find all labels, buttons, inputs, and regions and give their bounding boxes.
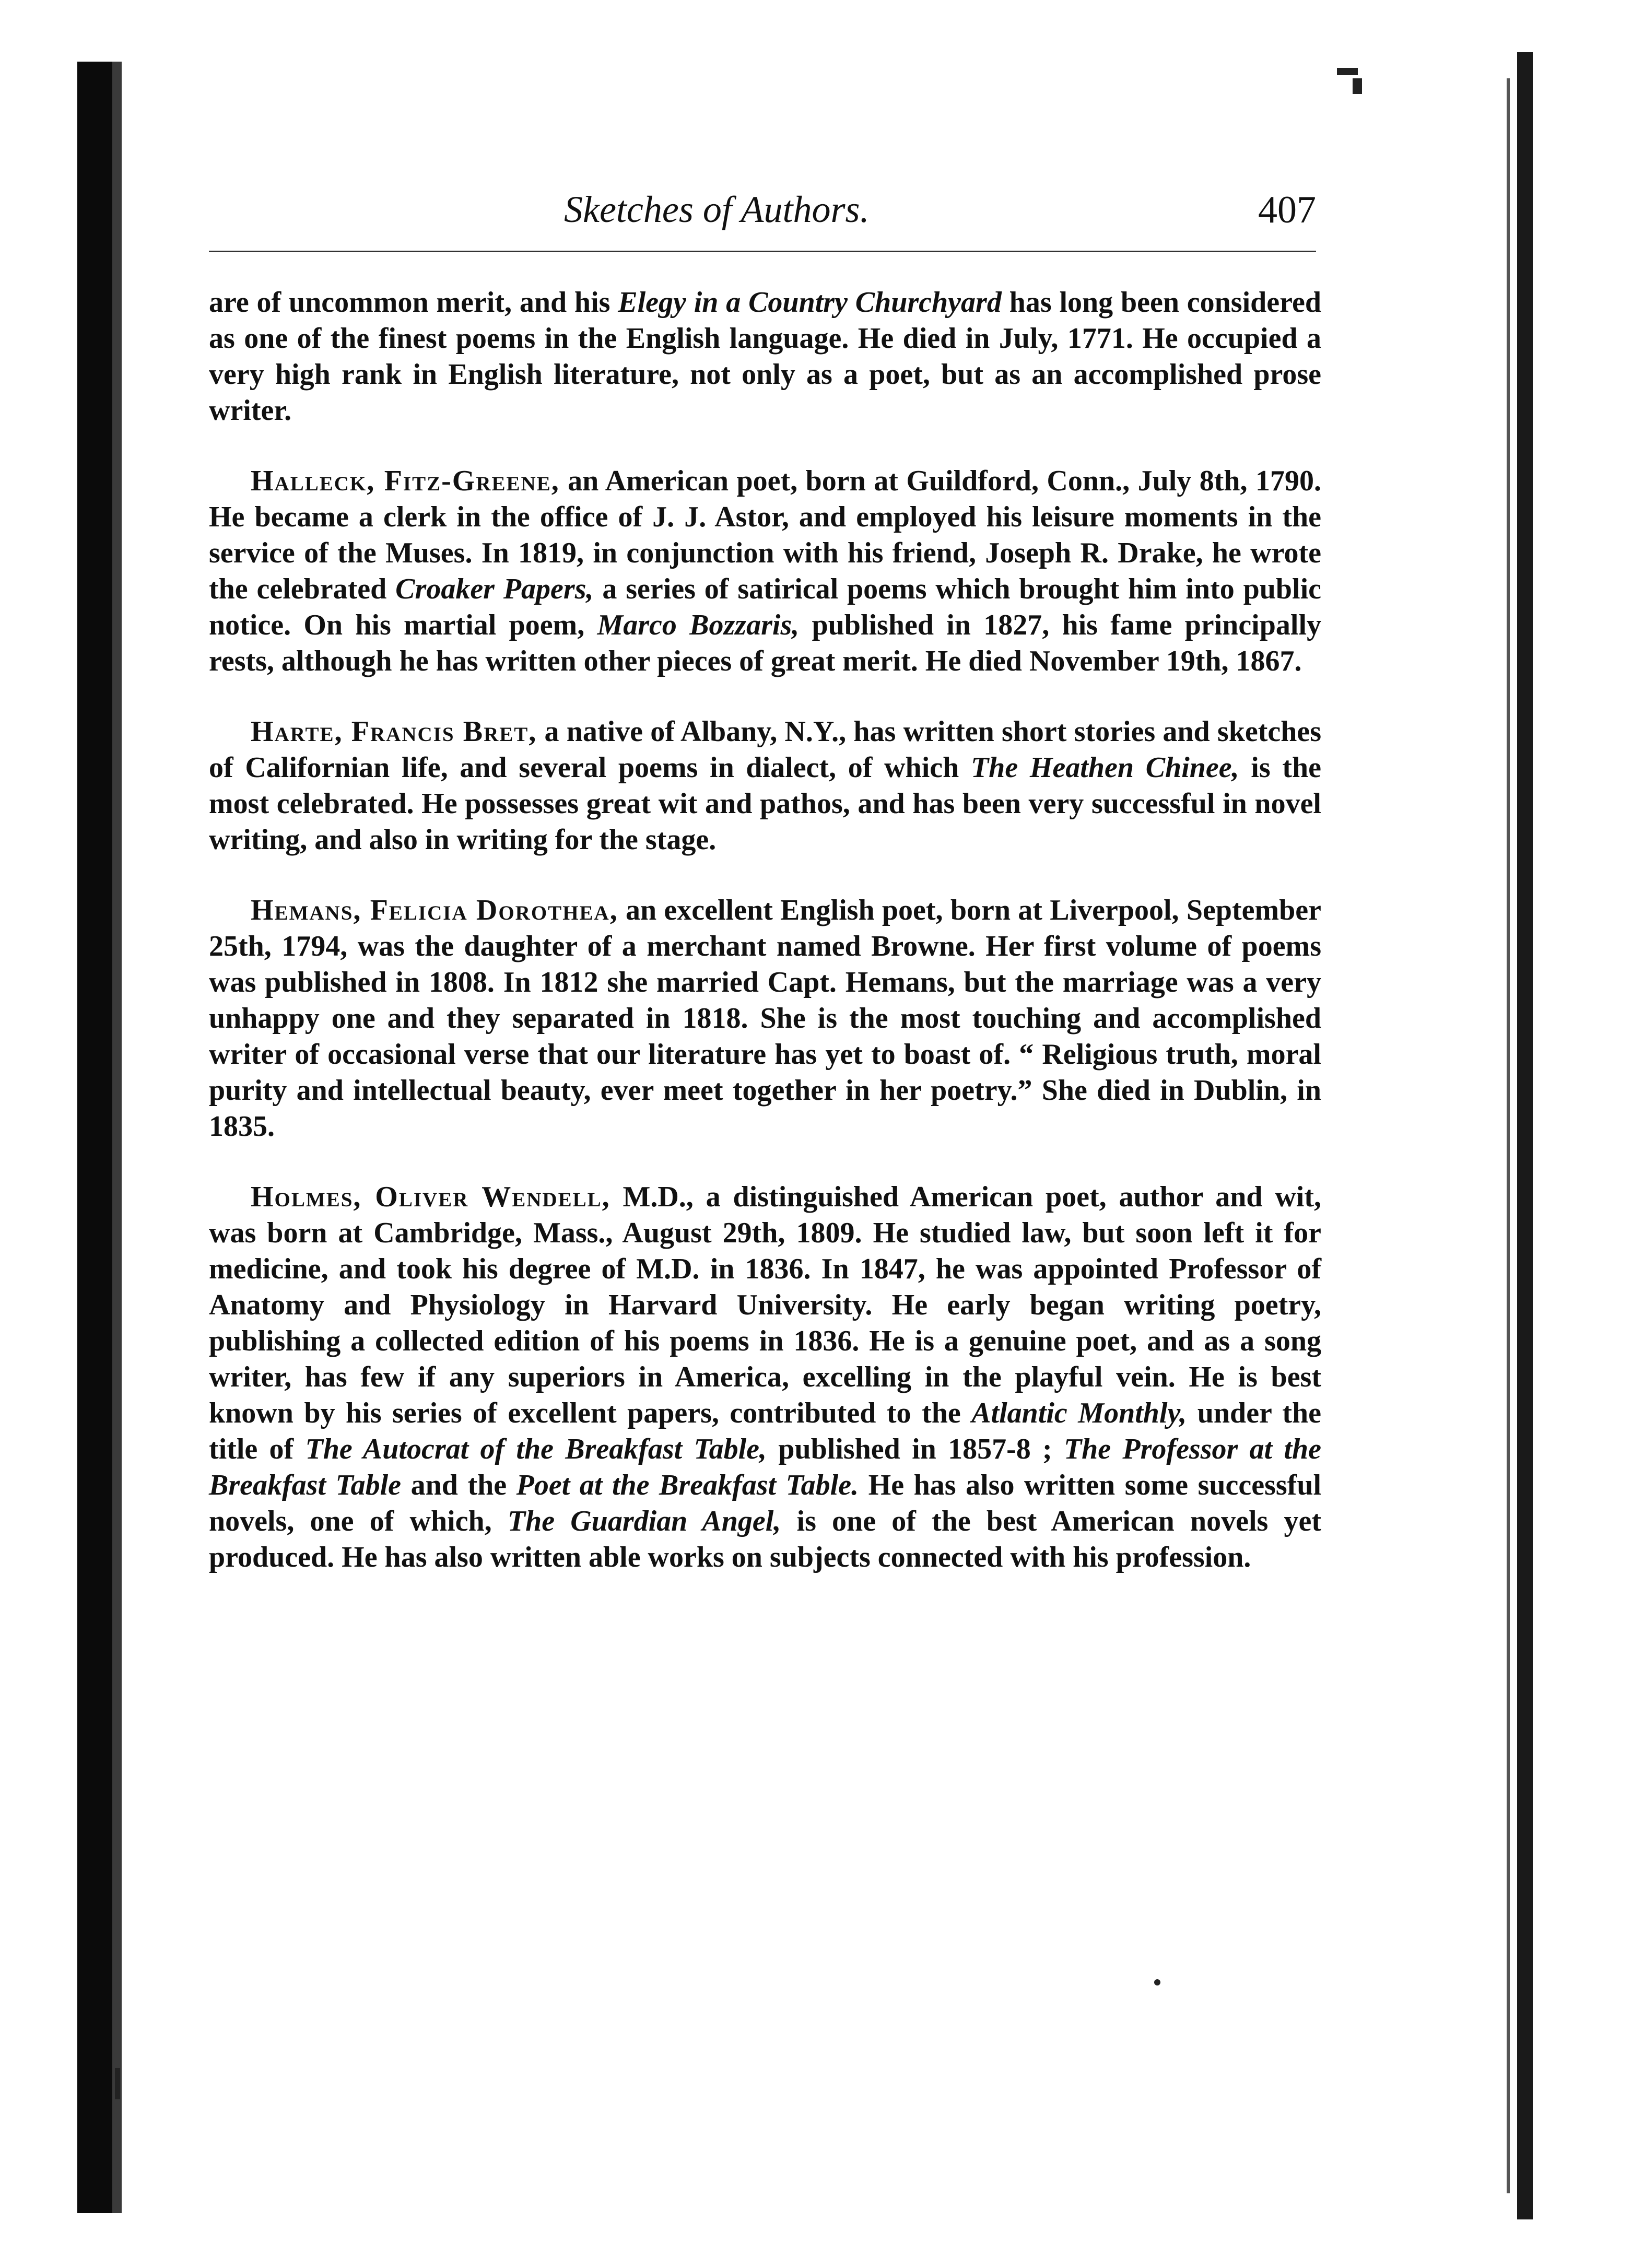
page-number: 407 (1258, 189, 1316, 231)
author-name: Hemans, Felicia Dorothea, (251, 894, 618, 926)
entry-text: published in 1827, his fame principally rests, although he has written other pieces of great merit. He died November 19th, 1867. (209, 609, 1321, 677)
entry-text: and the (401, 1469, 516, 1501)
scan-edge-left (77, 62, 114, 2213)
italic-title: The Heathen Chinee, (970, 751, 1239, 784)
entry-text: a native of Albany, N.Y., has written short stories and sketches of Californian life, and several poems in dialect, of which (209, 715, 1321, 784)
entry-text: a series of satirical poems which brought him into public notice. On his martial poem, (209, 573, 1321, 641)
running-head (204, 188, 1316, 245)
entry-text: is one of the best American novels yet produced. He has also written able works on subjects connected with his profession. (209, 1505, 1321, 1573)
scan-edge-left-shadow (112, 62, 122, 2213)
entry-text: published in 1857-8 ; (767, 1433, 1064, 1465)
body-text (209, 285, 1321, 1610)
italic-title: The Professor at the Breakfast Table (209, 1433, 1322, 1501)
author-entry (209, 714, 1321, 858)
entry-text: He has also written some successful novels, one of which, (209, 1469, 1322, 1537)
entry-text: M.D., a distinguished American poet, author and wit, was born at Cambridge, Mass., August 29th, 1809. He studied law, but soon left it for medicine, and took his degree of M.D. in 1836. In 1847, he was appointed Professor of Anatomy and Physiology in Harvard University. He early began writing poetry, publishing a collected edition of his poems in 1836. He is a genuine poet, and as a song writer, has few if any superiors in America, excelling in the playful vein. He is best known by his series of excellent papers, contributed to the (209, 1181, 1321, 1429)
running-head-title: Sketches of Authors. (564, 189, 870, 230)
author-name: Halleck, Fitz-Greene, (251, 465, 560, 497)
author-name: Harte, Francis Bret, (251, 715, 537, 748)
entry-text: an American poet, born at Guildford, Conn., July 8th, 1790. He became a clerk in the office of J. J. Astor, and employed his leisure moments in the service of the Muses. In 1819, in conjunction with his friend, Joseph R. Drake, he wrote the celebrated (209, 465, 1322, 605)
italic-title: Croaker Papers, (395, 573, 594, 605)
italic-title: Marco Bozzaris, (597, 609, 800, 641)
entry-text: are of uncommon merit, and his (209, 286, 618, 319)
italic-title: The Guardian Angel, (507, 1505, 781, 1537)
scan-speck (1154, 1979, 1160, 1985)
author-entry (209, 463, 1321, 679)
entry-text: under the title of (209, 1397, 1322, 1465)
italic-title: Elegy in a Country Churchyard (618, 286, 1002, 319)
author-entry (209, 1179, 1321, 1576)
entry-text: an excellent English poet, born at Liverpool, September 25th, 1794, was the daughter of a merchant named Browne. Her first volume of poems was published in 1808. In 1812 she married Capt. Hemans, but the marriage was a very unhappy one and they separated in 1818. She is the most touching and accomplished writer of occasional verse that our literature has yet to boast of. “ Religious truth, moral purity and intellectual beauty, ever meet together in her poetry.” She died in Dublin, in 1835. (209, 894, 1321, 1143)
italic-title: Atlantic Monthly, (971, 1397, 1187, 1429)
continued-paragraph (209, 285, 1321, 429)
entry-text: is the most celebrated. He possesses great wit and pathos, and has been very successful in novel writing, and also in writing for the stage. (209, 751, 1322, 856)
italic-title: Poet at the Breakfast Table. (516, 1469, 859, 1501)
scan-speck (1337, 68, 1358, 75)
entry-text: has long been considered as one of the finest poems in the English language. He died in July, 1771. He occupied a very high rank in English literature, not only as a poet, but as an accomplished prose writer. (209, 286, 1321, 427)
header-rule (209, 251, 1316, 252)
scan-speck (1353, 78, 1362, 94)
author-name: Holmes, Oliver Wendell, (251, 1181, 610, 1213)
scan-edge-right (1517, 52, 1533, 2219)
scan-speck (115, 2068, 120, 2099)
author-entry (209, 892, 1321, 1145)
italic-title: The Autocrat of the Breakfast Table, (305, 1433, 767, 1465)
scan-edge-right-line (1507, 78, 1510, 2193)
